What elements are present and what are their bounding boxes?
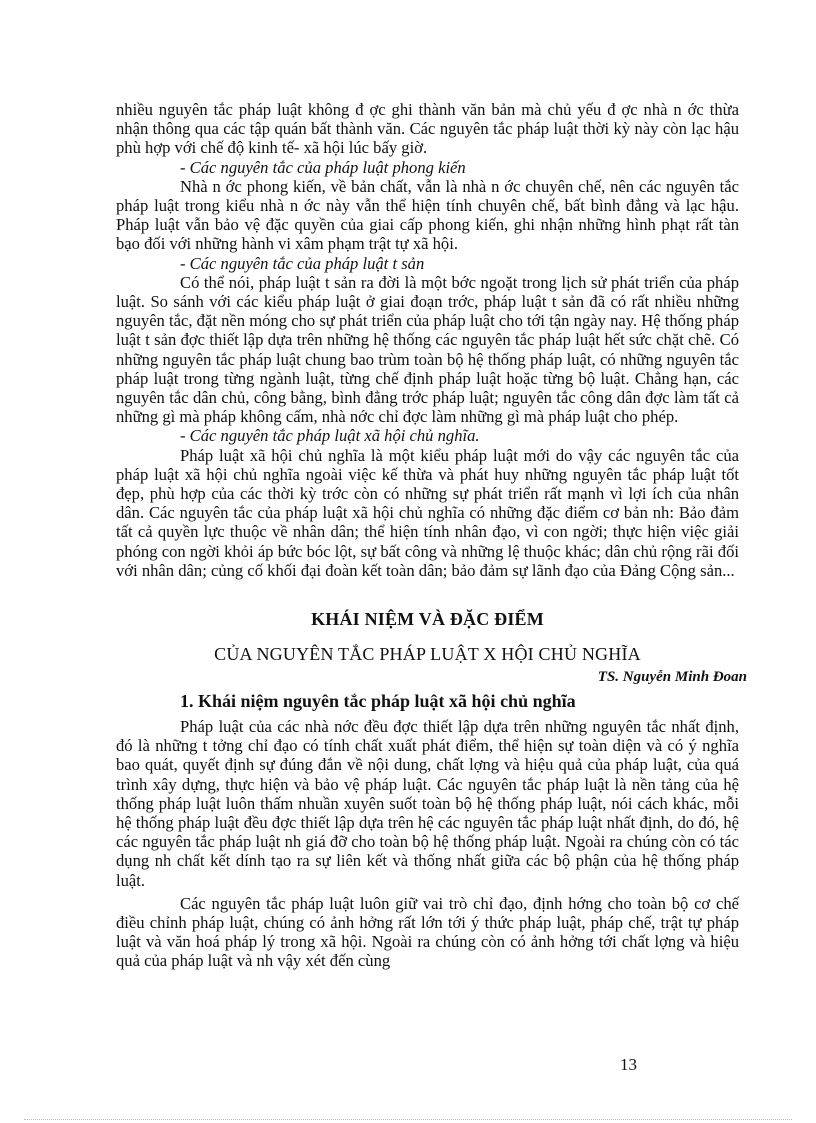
paragraph-bourgeois-principles: Có thể nói, pháp luật t sản ra đời là một bớc ngoặt trong lịch sử phát triển của pháp luật. So sánh với các kiểu pháp luật ở giai đoạn trớc, pháp luật t sản đã có rất nhiều những nguyên tắc, đặt nền móng cho sự phát triển của pháp luật cho tới tận ngày nay. Hệ thống pháp luật t sản đợc thiết lập dựa trên những hệ thống các nguyên tắc pháp luật hết sức chặt chẽ. Có những nguyên tắc pháp luật chung bao trùm toàn bộ hệ thống pháp luật, có những nguyên tắc pháp luật trong từng ngành luật, từng chế định pháp luật hoặc từng bộ luật. Chẳng hạn, các nguyên tắc dân chủ, công bằng, bình đẳng trớc pháp luật; nguyên tắc công dân đợc làm tất cả những gì mà pháp không cấm, nhà nớc chỉ đợc làm những gì mà pháp luật cho phép.	[116, 272, 739, 427]
article-title-line1: KHÁI NIỆM VÀ ĐẶC ĐIỂM	[311, 609, 544, 630]
heading-socialist-principles: - Các nguyên tắc pháp luật xã hội chủ nghĩa.	[180, 426, 480, 446]
paragraph-concept: Pháp luật của các nhà nớc đều đợc thiết lập dựa trên những nguyên tắc nhất định, đó là những t tởng chỉ đạo có tính chất xuất phát điểm, thể hiện sự toàn diện và có ý nghĩa bao quát, quyết định sự đúng đắn về nội dung, chất lợng và hiệu quả của pháp luật, của quá trình xây dựng, thực hiện và bảo vệ pháp luật. Các nguyên tắc pháp luật là nền tảng của hệ thống pháp luật luôn thấm nhuần xuyên suốt toàn bộ hệ thống pháp luật, nói cách khác, mỗi hệ thống pháp luật đều đợc thiết lập dựa trên hệ các nguyên tắc pháp luật nhất định, do đó, hệ các nguyên tắc pháp luật nh giá đỡ cho toàn bộ hệ thống pháp luật. Ngoài ra chúng còn có tác dụng nh chất kết dính tạo ra sự liên kết và thống nhất giữa các bộ phận của hệ thống pháp luật.	[116, 716, 739, 890]
paragraph-customary-principles: nhiều nguyên tắc pháp luật không đ ợc ghi thành văn bản mà chủ yếu đ ợc nhà n ớc thừa nhận thông qua các tập quán bất thành văn. Các nguyên tắc pháp luật thời kỳ này còn lạc hậu phù hợp với chế độ kinh tế- xã hội lúc bấy giờ.	[116, 100, 739, 158]
heading-feudal-principles: - Các nguyên tắc của pháp luật phong kiến	[180, 157, 466, 177]
article-author: TS. Nguyễn Minh Đoan	[597, 669, 747, 686]
paragraph-feudal-principles: Nhà n ớc phong kiến, về bản chất, vẫn là nhà n ớc chuyên chế, nên các nguyên tắc pháp luật trong kiểu nhà n ớc này vẫn thể hiện tính chuyên chế, bất bình đẳng và lạc hậu. Pháp luật vẫn bảo vệ đặc quyền của giai cấp phong kiến, ghi nhận những hình phạt rất tàn bạo đối với những hành vi xâm phạm trật tự xã hội.	[116, 176, 739, 254]
section-heading-1: 1. Khái niệm nguyên tắc pháp luật xã hội chủ nghĩa	[180, 690, 576, 711]
document-page	[116, 100, 747, 971]
heading-bourgeois-principles: - Các nguyên tắc của pháp luật t sản	[180, 253, 425, 273]
paragraph-socialist-principles: Pháp luật xã hội chủ nghĩa là một kiểu pháp luật mới do vậy các nguyên tắc của pháp luật xã hội chủ nghĩa ngoài việc kế thừa và phát huy những nguyên tắc pháp luật tốt đẹp, phù hợp của các thời kỳ trớc còn có những sự phát triển rất mạnh vì lợi ích của nhân dân. Các nguyên tắc của pháp luật xã hội chủ nghĩa có những đặc điểm cơ bản nh: Bảo đảm tất cả quyền lực thuộc về nhân dân; thể hiện tính nhân đạo, vì con ngời; thực hiện việc giải phóng con ngời khỏi áp bức bóc lột, sự bất công và những lệ thuộc khác; dân chủ rộng rãi đối với nhân dân; củng cố khối đại đoàn kết toàn dân; bảo đảm sự lãnh đạo của Đảng Cộng sản...	[116, 445, 739, 580]
article-title-line2: CỦA NGUYÊN TẮC PHÁP LUẬT X HỘI CHỦ NGHĨA	[214, 644, 641, 665]
page-number: 13	[620, 1055, 637, 1074]
paragraph-role: Các nguyên tắc pháp luật luôn giữ vai trò chỉ đạo, định hớng cho toàn bộ cơ chế điều chỉnh pháp luật, chúng có ảnh hởng rất lớn tới ý thức pháp luật, pháp chế, trật tự pháp luật và văn hoá pháp lý trong xã hội. Ngoài ra chúng còn có ảnh hởng tới chất lợng và hiệu quả của pháp luật và nh vậy xét đến cùng	[116, 893, 739, 971]
footer-dotted-line	[24, 1119, 792, 1120]
